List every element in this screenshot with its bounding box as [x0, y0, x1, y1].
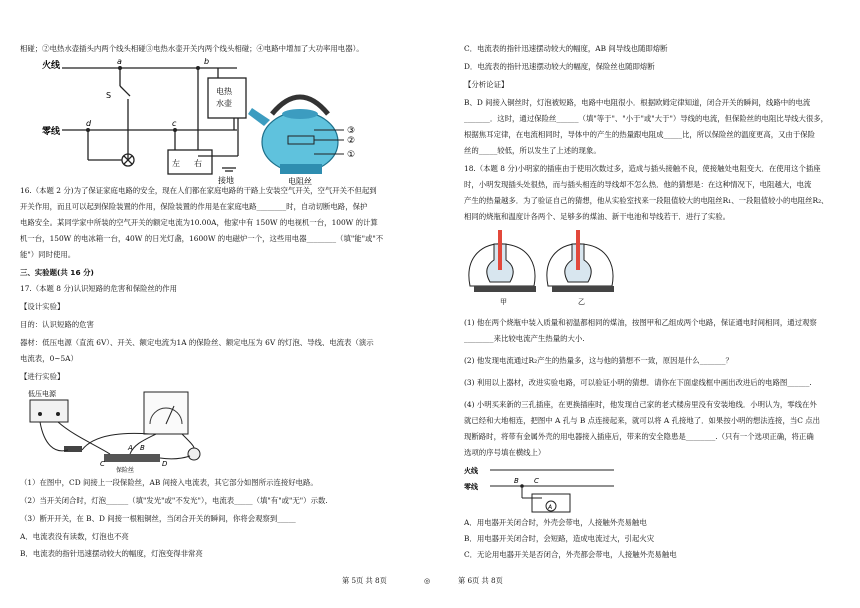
- part-3: (3) 利用以上器材，改进实验电路，可以验证小明的猜想．请你在下面虚线框中画出改进后的电路图______.: [464, 378, 812, 387]
- part-4-line-4: 选项的序号填在横线上）: [464, 448, 546, 457]
- socket-wiring-figure: [464, 462, 624, 518]
- short-circuit-apparatus-figure: [24, 384, 224, 476]
- goal-text: 目的：认识短路的危害: [20, 320, 94, 329]
- q16-line-4: 机一台，150W 的电冰箱一台，40W 的日光灯盏，1600W 的电磁炉一个，这些用电器________（填"能"或"不: [20, 234, 384, 243]
- marker-3: ③: [347, 126, 356, 136]
- design-heading: 【设计实验】: [20, 302, 65, 311]
- flask-label-jia: 甲: [500, 298, 507, 306]
- option-a: A．电流表没有读数，灯泡也不亮: [20, 532, 129, 541]
- choice-a: A．用电器开关闭合时，外壳会带电，人接触外壳易触电: [464, 518, 647, 527]
- q16-line-3: 电路安全。某同学家中所装的空气开关的额定电流为10.00A，他家中有 150W 的电视机一台，100W 的计算: [20, 218, 378, 227]
- apparatus-point-b: B: [140, 444, 145, 452]
- part-2: (2) 他发现电流通过R₂产生的热量多，这与他的猜想不一致，原因是什么_______？: [464, 356, 733, 365]
- q16-line-2: 开关作用，而且可以起到保险装置的作用，保险装置的作用是在家庭电路________时，自动切断电路，保护: [20, 202, 368, 211]
- socket-left-label: 左: [172, 159, 180, 168]
- left-page: [0, 0, 420, 608]
- kettle-label-1: 电热: [216, 87, 232, 96]
- q18-line-1: 18.（本题 8 分)小明家的插座由于使用次数过多，造成与插头接触不良，使接触处电阻变大．在使用这个插座: [464, 164, 821, 173]
- analysis-heading: 【分析论证】: [464, 80, 509, 89]
- point-c: c: [172, 119, 177, 128]
- marker-1: ①: [347, 150, 356, 160]
- q18-line-3: 产生的热量越多．为了验证自己的猜想，他从实验室找来一段阻值较大的电阻丝R₁、一段阻值较小的电阻丝R₂、: [464, 196, 829, 205]
- part-4-line-3: 现断路时，将带有金属外壳的用电器接入插座后，带来的安全隐患是________.（只有一个选项正确，将正确: [464, 432, 814, 441]
- q15-continued: 相碰；②电热水壶插头内两个线头相碰③电热水壶开关内两个线头相碰；④电路中增加了大功率用电器）。: [20, 44, 364, 53]
- point-d: d: [86, 119, 92, 128]
- point-a: a: [117, 57, 122, 66]
- ground-label: 接地: [218, 176, 234, 185]
- kettle-icon: [248, 97, 344, 174]
- part-1-line-1: (1) 他在两个烧瓶中装入质量和初温都相同的煤油，按图甲和乙组成两个电路，保证通电时间相同，通过观察: [464, 318, 817, 327]
- analysis-line-4: 丝的_____较低，所以发生了上述的现象。: [464, 146, 601, 155]
- part-1-line-2: ________来比较电流产生热量的大小.: [464, 334, 585, 343]
- fuse-label: 保险丝: [116, 467, 135, 474]
- socket-point-b: B: [514, 477, 519, 485]
- resistor-label: 电阻丝: [288, 177, 312, 186]
- socket-right-label: 右: [194, 159, 202, 168]
- choice-c: C．无论用电器开关是否闭合，外壳都会带电，人接触外壳易触电: [464, 550, 677, 559]
- option-b: B．电流表的指针迅速摆动较大的幅度，灯泡变得非常亮: [20, 549, 203, 558]
- equipment-line-2: 电流表，0~5A）: [20, 354, 78, 363]
- marker-2: ②: [347, 136, 356, 146]
- neutral-wire-label: 零线: [42, 127, 61, 137]
- flask-experiment-figure: [464, 226, 624, 308]
- flask-label-yi: 乙: [578, 298, 585, 306]
- page-number-left: 第 5页 共 8页: [342, 576, 387, 585]
- q17-title: 17.（本题 8 分)认识短路的危害和保险丝的作用: [20, 284, 178, 293]
- q16-line-1: 16.（本题 2 分)为了保证家庭电路的安全，现在人们都在家庭电路的干路上安装空气开关，空气开关不但起到: [20, 186, 377, 195]
- analysis-line-3: 根据焦耳定律，在电流相同时，导体中的产生的热量跟电阻成_____比，所以保险丝的温度更高，又由于保险: [464, 130, 816, 139]
- socket-zero-label: 零线: [464, 483, 478, 491]
- section-3-heading: 三、实验题(共 16 分): [20, 268, 94, 277]
- part-4-line-1: (4) 小明买来新的三孔插座，在更换插座时，他发现自己家的老式楼房里没有安装地线．小明认为，零线在外: [464, 400, 817, 409]
- socket-hole-a: A: [548, 504, 553, 511]
- choice-b: B．用电器开关闭合时，会短路，造成电流过大，引起火灾: [464, 534, 655, 543]
- right-page: [430, 0, 850, 608]
- footer-separator-icon: ◎: [424, 576, 431, 585]
- q18-line-2: 时，小明发现插头处很热，而与插头相连的导线却不怎么热．他的猜想是：在这种情况下，电阻越大，电流: [464, 180, 812, 189]
- switch-label: S: [106, 91, 112, 100]
- procedure-heading: 【进行实验】: [20, 372, 65, 381]
- apparatus-point-d: D: [162, 460, 168, 468]
- analysis-line-2: _______．这时，通过保险丝______（填"等于"、"小于"或"大于"）导线的电流，但保险丝的电阻比导线大很多，: [464, 114, 829, 123]
- analysis-line-1: B、D 间接入铜丝时，灯泡被短路，电路中电阻很小．根据欧姆定律知道，闭合开关的瞬间，线路中的电流: [464, 98, 811, 107]
- step-2: （2）当开关闭合时，灯泡______（填"发光"或"不发光"），电流表_____（填"有"或"无"）示数.: [20, 496, 328, 505]
- fire-wire-label: 火线: [42, 61, 61, 71]
- option-d: D．电流表的指针迅速摆动较大的幅度，保险丝也随即熔断: [464, 62, 655, 71]
- apparatus-point-a: A: [128, 444, 133, 452]
- option-c: C．电流表的指针迅速摆动较大的幅度，AB 间导线也随即熔断: [464, 44, 668, 53]
- socket-fire-label: 火线: [464, 467, 478, 475]
- page-number-right: 第 6页 共 8页: [458, 576, 503, 585]
- part-4-line-2: 就已经和大地相连，把图中 A 孔与 B 点连接起来，就可以将 A 孔接地了．如果按小明的想法连接，当C 点出: [464, 416, 821, 425]
- apparatus-point-c: C: [100, 460, 105, 468]
- q18-line-4: 相同的烧瓶和温度计各两个、足够多的煤油、新干电池和导线若干．进行了实验。: [464, 212, 731, 221]
- step-3: （3）断开开关，在 B、D 间接一根粗铜丝，当闭合开关的瞬间，你将会观察到_____: [20, 514, 296, 523]
- kettle-label-2: 水壶: [216, 99, 232, 108]
- q16-line-5: 能"）同时使用。: [20, 250, 76, 259]
- equipment-line-1: 器材：低压电源（直流 6V）、开关、额定电流为1A 的保险丝、额定电压为 6V 的灯泡、导线、电流表（演示: [20, 338, 374, 347]
- kettle-circuit-figure: [22, 56, 362, 186]
- supply-label: 低压电源: [28, 390, 56, 398]
- socket-point-c: C: [534, 477, 539, 485]
- point-b: b: [204, 57, 210, 66]
- step-1: （1）在图中，CD 间接上一段保险丝，AB 间接入电流表，其它部分如图所示连接好电路。: [20, 478, 318, 487]
